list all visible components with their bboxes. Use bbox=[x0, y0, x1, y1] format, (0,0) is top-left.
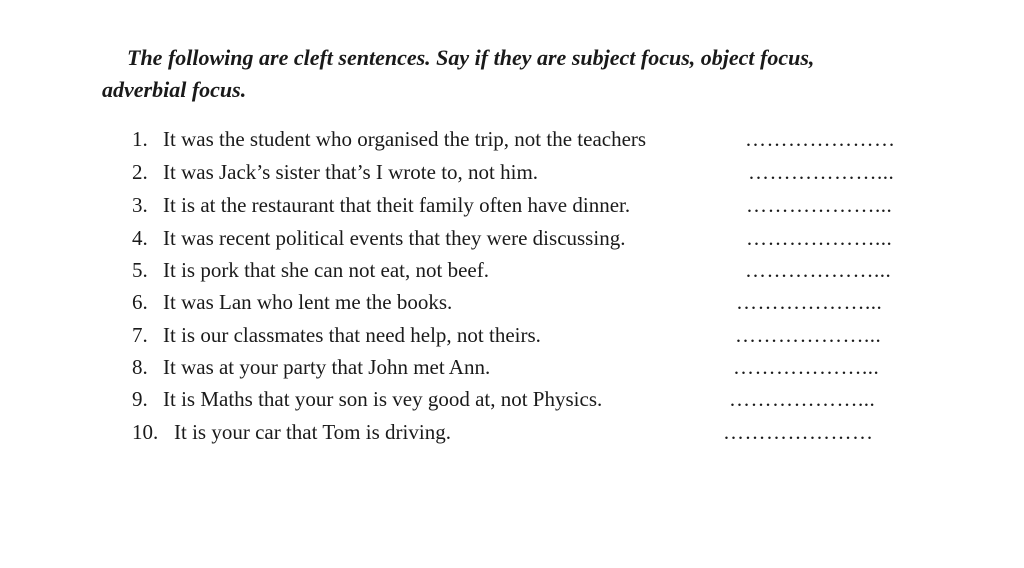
item-sentence: It was Lan who lent me the books. bbox=[163, 290, 453, 314]
item-sentence: It is your car that Tom is driving. bbox=[174, 420, 451, 444]
item-sentence: It is Maths that your son is vey good at, not Physics. bbox=[163, 387, 603, 411]
item-number: 1. bbox=[132, 127, 148, 151]
exercise-item bbox=[0, 417, 1024, 447]
exercise-item bbox=[0, 190, 1024, 220]
answer-blank[interactable]: ………………... bbox=[746, 193, 893, 217]
item-number: 4. bbox=[132, 226, 148, 250]
exercise-item bbox=[0, 223, 1024, 253]
item-number: 8. bbox=[132, 355, 148, 379]
item-sentence: It was at your party that John met Ann. bbox=[163, 355, 491, 379]
item-number: 6. bbox=[132, 290, 148, 314]
item-sentence: It is at the restaurant that theit family often have dinner. bbox=[163, 193, 631, 217]
exercise-item bbox=[0, 255, 1024, 285]
answer-blank[interactable]: ………………... bbox=[733, 355, 880, 379]
exercise-item bbox=[0, 287, 1024, 317]
item-number: 3. bbox=[132, 193, 148, 217]
exercise-item bbox=[0, 157, 1024, 187]
item-sentence: It is our classmates that need help, not theirs. bbox=[163, 323, 541, 347]
item-number: 9. bbox=[132, 387, 148, 411]
item-number: 2. bbox=[132, 160, 148, 184]
answer-blank[interactable]: ………………... bbox=[736, 290, 883, 314]
answer-blank[interactable]: ………………… bbox=[745, 127, 896, 151]
answer-blank[interactable]: ………………... bbox=[748, 160, 895, 184]
exercise-item bbox=[0, 384, 1024, 414]
item-sentence: It was Jack’s sister that’s I wrote to, not him. bbox=[163, 160, 539, 184]
exercise-item bbox=[0, 124, 1024, 154]
answer-blank[interactable]: ………………... bbox=[729, 387, 876, 411]
item-sentence: It was recent political events that they were discussing. bbox=[163, 226, 626, 250]
item-number: 10. bbox=[132, 420, 159, 444]
exercise-item bbox=[0, 352, 1024, 382]
item-sentence: It is pork that she can not eat, not beef. bbox=[163, 258, 489, 282]
answer-blank[interactable]: ………………... bbox=[746, 226, 893, 250]
exercise-instruction: The following are cleft sentences. Say if they are subject focus, object focus, adverbial focus. bbox=[102, 45, 815, 102]
item-sentence: It was the student who organised the trip, not the teachers bbox=[163, 127, 647, 151]
answer-blank[interactable]: ………………... bbox=[745, 258, 892, 282]
answer-blank[interactable]: ………………... bbox=[735, 323, 882, 347]
exercise-item bbox=[0, 320, 1024, 350]
item-number: 7. bbox=[132, 323, 148, 347]
item-number: 5. bbox=[132, 258, 148, 282]
answer-blank[interactable]: ………………… bbox=[723, 420, 874, 444]
